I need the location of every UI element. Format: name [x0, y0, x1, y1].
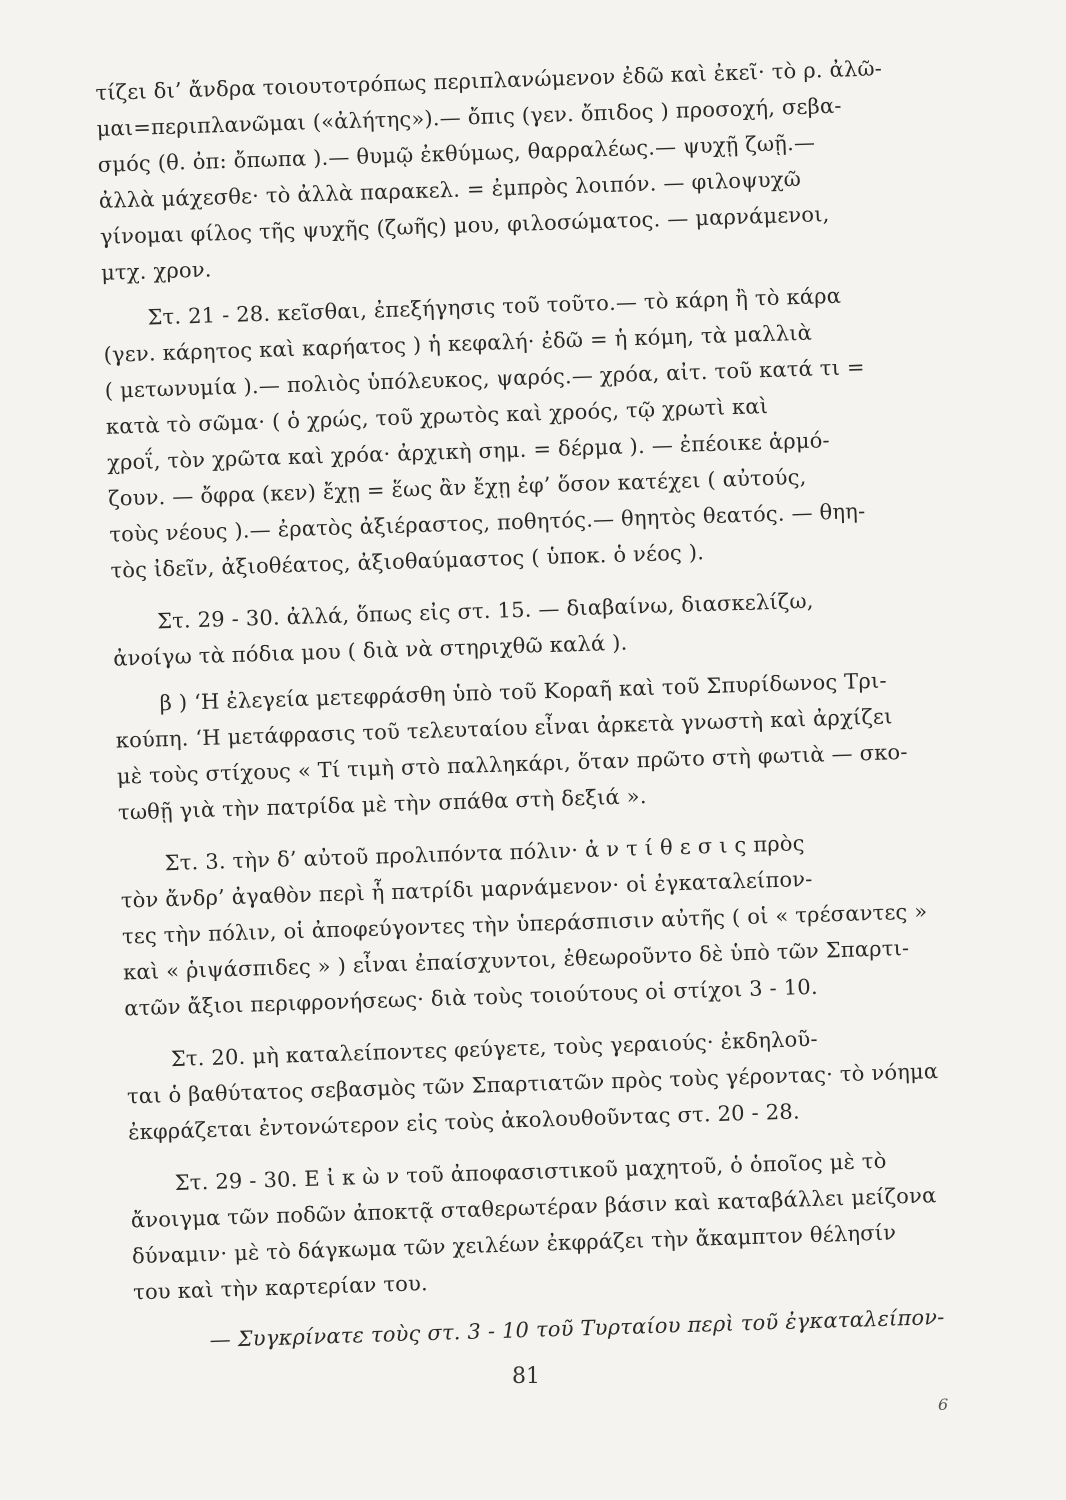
text-line: Στ. 3. τὴν δ’ αὐτοῦ προλιπόντα πόλιν· ἀ ν τ ί θ ε σ ι ς πρὸς [164, 831, 805, 876]
text-line: κατὰ τὸ σῶμα· ( ὁ χρώς, τοῦ χρωτὸς καὶ χροός, τῷ χρωτὶ καὶ [105, 394, 769, 439]
text-line: σμός (θ. ὀπ: ὄπωπα ).— θυμῷ ἐκθύμως, θαρραλέως.— ψυχῇ ζωῇ.— [97, 130, 816, 177]
text-line: ται ὁ βαθύτατος σεβασμὸς τῶν Σπαρτιατῶν πρὸς τοὺς γέροντας· τὸ νόημα [126, 1059, 939, 1109]
text-line: β ) ‘Η ἐλεγεία μετεφράσθη ὑπὸ τοῦ Κοραῆ καὶ τοῦ Σπυρίδωνος Τρι- [159, 668, 888, 716]
text-line: χροΐ, τὸν χρῶτα καὶ χρόα· ἀρχικὴ σημ. = δέρμα ). — ἐπέοικε ἁρμό- [106, 428, 831, 475]
body-text [95, 51, 955, 1353]
text-line: ατῶν ἄξιοι περιφρονήσεως· διὰ τοὺς τοιούτους οἱ στίχοι 3 - 10. [123, 974, 819, 1021]
text-line: ζουν. — ὄφρα (κεν) ἔχῃ = ἕως ἂν ἔχῃ ἐφ’ ὅσον κατέχει ( αὐτούς, [107, 464, 807, 511]
text-line: ἀλλὰ μάχεσθε· τὸ ἀλλὰ παρακελ. = ἐμπρὸς λοιπόν. — φιλοψυχῶ [98, 166, 802, 213]
signature-mark: 6 [938, 1395, 949, 1414]
text-line: (γεν. κάρητος καὶ καρήατος ) ἡ κεφαλή· ἐδῶ = ἡ κόμη, τὰ μαλλιὰ [103, 320, 813, 367]
text-line: τες τὴν πόλιν, οἱ ἀποφεύγοντες τὴν ὑπεράσπισιν αὐτῆς ( οἱ « τρέσαντες » [121, 899, 928, 949]
text-line: ἐκφράζεται ἐντονώτερον εἰς τοὺς ἀκολουθοῦντας στ. 20 - 28. [127, 1099, 801, 1145]
text-line: — Συγκρίνατε τοὺς στ. 3 - 10 τοῦ Τυρταίου περὶ τοῦ ἐγκαταλείπον- [209, 1304, 945, 1353]
text-line: τωθῇ γιὰ τὴν πατρίδα μὲ τὴν σπάθα στὴ δεξιά ». [117, 784, 647, 825]
text-line: καὶ « ῥιψάσπιδες » ) εἶναι ἐπαίσχυντοι, ἐθεωροῦντο δὲ ὑπὸ τῶν Σπαρτι- [122, 935, 910, 985]
text-line: δύναμιν· μὲ τὸ δάγκωμα τῶν χειλέων ἐκφράζει τὴν ἄκαμπτον θέλησίν [131, 1220, 897, 1269]
text-line: μὲ τοὺς στίχους « Τί τιμὴ στὸ παλληκάρι, ὅταν πρῶτο στὴ φωτιὰ — σκο- [116, 739, 908, 789]
text-line: Στ. 20. μὴ καταλείποντες φεύγετε, τοὺς γεραιούς· ἐκδηλοῦ- [170, 1026, 819, 1072]
text-line: του καὶ τὴν καρτερίαν του. [132, 1271, 429, 1305]
text-line: τοὺς νέους ).— ἐρατὸς ἀξιέραστος, ποθητός.— θηητὸς θεατός. — θηη- [108, 499, 866, 547]
text-line: γίνομαι φίλος τῆς ψυχῆς (ζωῆς) μου, φιλοσώματος. — μαρνάμενοι, [99, 202, 830, 249]
text-line: Στ. 29 - 30. Ε ἰ κ ὼ ν τοῦ ἀποφασιστικοῦ μαχητοῦ, ὁ ὁποῖος μὲ τὸ [174, 1148, 887, 1196]
page-number: 81 [512, 1364, 540, 1389]
text-line: ( μετωνυμία ).— πολιὸς ὑπόλευκος, ψαρός.— χρόα, αἰτ. τοῦ κατά τι = [104, 354, 866, 403]
text-line: Στ. 29 - 30. ἀλλά, ὅπως εἰς στ. 15. — διαβαίνω, διασκελίζω, [156, 588, 814, 634]
text-line: μτχ. χρον. [100, 257, 212, 285]
text-line: τίζει δι’ ἄνδρα τοιουτοτρόπως περιπλανώμενον ἐδῶ καὶ ἐκεῖ· τὸ ρ. ἀλῶ- [95, 56, 883, 105]
text-line: Στ. 21 - 28. κεῖσθαι, ἐπεξήγησις τοῦ τοῦτο.— τὸ κάρη ἢ τὸ κάρα [147, 283, 842, 330]
text-line: κούπη. ‘Η μετάφρασις τοῦ τελευταίου εἶναι ἀρκετὰ γνωστὴ καὶ ἀρχίζει [115, 704, 893, 753]
text-line: ἄνοιγμα τῶν ποδῶν ἀποκτᾷ σταθερωτέραν βάσιν καὶ καταβάλλει μείζονα [130, 1183, 937, 1233]
text-line: τὸς ἰδεῖν, ἀξιοθέατος, ἀξιοθαύμαστος ( ὑποκ. ὁ νέος ). [110, 540, 705, 583]
text-line: τὸν ἄνδρ’ ἀγαθὸν περὶ ἧ πατρίδι μαρνάμενον· οἱ ἐγκαταλείπον- [120, 866, 813, 913]
text-line: μαι=περιπλανῶμαι («ἀλήτης»).— ὄπις (γεν. ὄπιδος ) προσοχή, σεβα- [96, 93, 842, 141]
text-line: ἀνοίγω τὰ πόδια μου ( διὰ νὰ στηριχθῶ καλά ). [112, 630, 628, 671]
